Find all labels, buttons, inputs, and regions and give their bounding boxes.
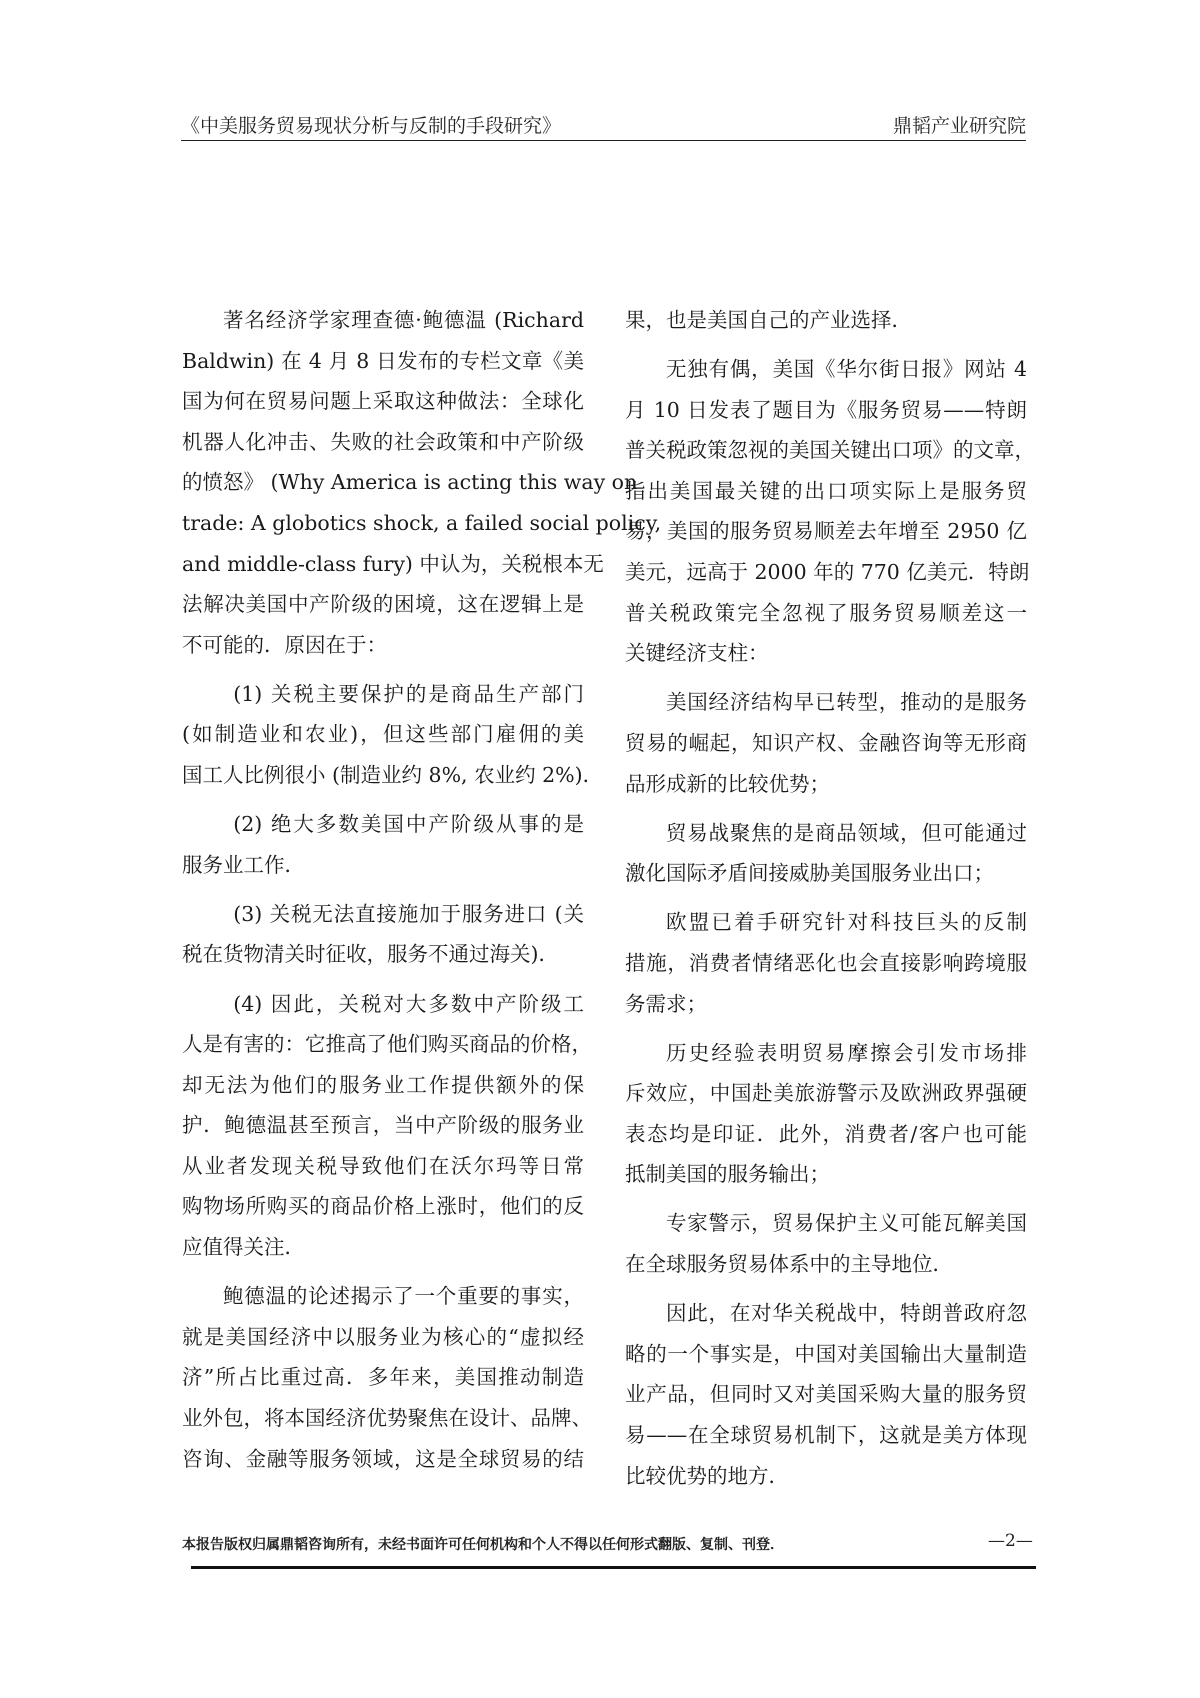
text-line: 就是美国经济中以服务业为核心的“虚拟经 xyxy=(182,1324,584,1349)
text-line: 贸易战聚焦的是商品领域，但可能通过 xyxy=(666,820,1027,845)
text-line: 普关税政策忽视的美国关键出口项》的文章， xyxy=(625,438,1035,463)
left-text-column xyxy=(182,300,662,1488)
paragraph xyxy=(625,1033,1027,1195)
running-header xyxy=(181,108,1026,141)
text-line: 因此，在对华关税战中，特朗普政府忽 xyxy=(666,1301,1027,1326)
text-line: 鲍德温的论述揭示了一个重要的事实， xyxy=(223,1284,584,1309)
text-line: 人是有害的：它推高了他们购买商品的价格， xyxy=(182,1032,592,1057)
text-line: 著名经济学家理查德·鲍德温 (Richard xyxy=(223,308,584,332)
text-line: 应值得关注． xyxy=(182,1235,305,1260)
paragraph xyxy=(625,1203,1027,1284)
text-line: 护．鲍德温甚至预言，当中产阶级的服务业 xyxy=(182,1113,584,1138)
footer-rule xyxy=(191,1566,1036,1569)
text-line: and middle-class fury) 中认为，关税根本无 xyxy=(182,551,604,576)
text-line: 不可能的．原因在于： xyxy=(182,632,387,657)
paragraph xyxy=(182,984,592,1268)
text-line: 国为何在贸易问题上采取这种做法：全球化 xyxy=(182,389,584,414)
text-line: 历史经验表明贸易摩擦会引发市场排 xyxy=(666,1040,1027,1065)
text-line: 斥效应，中国赴美旅游警示及欧洲政界强硬 xyxy=(625,1081,1027,1106)
report-title: 《中美服务贸易现状分析与反制的手段研究》 xyxy=(181,115,562,137)
text-line: 品形成新的比较优势； xyxy=(625,771,830,796)
text-line: 果，也是美国自己的产业选择． xyxy=(625,308,912,332)
text-line: (2) 绝大多数美国中产阶级从事的是 xyxy=(233,812,584,837)
text-line: (1) 关税主要保护的是商品生产部门 xyxy=(233,681,584,706)
text-line: 国工人比例很小 (制造业约 8%, 农业约 2%)． xyxy=(182,763,604,788)
paragraph xyxy=(625,349,1035,674)
text-line: 美国经济结构早已转型，推动的是服务 xyxy=(666,690,1027,715)
text-line: (如制造业和农业)，但这些部门雇佣的美 xyxy=(182,722,584,747)
paragraph xyxy=(625,300,1027,341)
text-line: 易，美国的服务贸易顺差去年增至 2950 亿 xyxy=(625,519,1027,544)
text-line: 指出美国最关键的出口项实际上是服务贸 xyxy=(625,478,1027,503)
right-text-column xyxy=(625,300,1035,1505)
text-line: 抵制美国的服务输出； xyxy=(625,1162,830,1187)
text-line: 法解决美国中产阶级的困境，这在逻辑上是 xyxy=(182,592,584,617)
text-line: 业产品，但同时又对美国采购大量的服务贸 xyxy=(625,1382,1027,1407)
text-line: 业外包，将本国经济优势聚焦在设计、品牌、 xyxy=(182,1405,592,1430)
text-line: 易——在全球贸易机制下，这就是美方体现 xyxy=(625,1422,1027,1447)
text-line: 无独有偶，美国《华尔街日报》网站 4 xyxy=(666,357,1027,382)
publisher-name: 鼎韬产业研究院 xyxy=(892,115,1026,137)
text-line: 机器人化冲击、失败的社会政策和中产阶级 xyxy=(182,429,584,454)
text-line: 略的一个事实是，中国对美国输出大量制造 xyxy=(625,1341,1027,1366)
text-line: (4) 因此，关税对大多数中产阶级工 xyxy=(233,991,584,1016)
text-line: trade: A globotics shock, a failed social policy, xyxy=(182,510,662,535)
text-line: 税在货物清关时征收，服务不通过海关)． xyxy=(182,942,559,967)
text-line: 的愤怒》 (Why America is acting this way on xyxy=(182,470,638,495)
text-line: 措施，消费者情绪恶化也会直接影响跨境服 xyxy=(625,950,1027,975)
paragraph xyxy=(625,682,1027,804)
paragraph xyxy=(182,1276,592,1479)
page-number: —2— xyxy=(988,1531,1033,1551)
text-line: 在全球服务贸易体系中的主导地位． xyxy=(625,1252,953,1277)
paragraph xyxy=(625,813,1027,894)
text-line: 却无法为他们的服务业工作提供额外的保 xyxy=(182,1072,584,1097)
text-line: 激化国际矛盾间接威胁美国服务业出口； xyxy=(625,861,994,886)
paragraph xyxy=(182,804,584,885)
paragraph xyxy=(625,902,1027,1024)
text-line: 月 10 日发表了题目为《服务贸易——特朗 xyxy=(625,397,1027,422)
text-line: Baldwin) 在 4 月 8 日发布的专栏文章《美 xyxy=(182,348,584,373)
text-line: 表态均是印证．此外，消费者/客户也可能 xyxy=(625,1121,1027,1146)
text-line: 普关税政策完全忽视了服务贸易顺差这一 xyxy=(625,600,1027,625)
text-line: 欧盟已着手研究针对科技巨头的反制 xyxy=(666,910,1027,935)
paragraph xyxy=(625,1293,1027,1496)
text-line: 美元，远高于 2000 年的 770 亿美元．特朗 xyxy=(625,560,1030,585)
text-line: (3) 关税无法直接施加于服务进口 (关 xyxy=(233,901,584,926)
text-line: 比较优势的地方． xyxy=(625,1463,789,1488)
text-line: 济”所占比重过高．多年来，美国推动制造 xyxy=(182,1365,584,1390)
text-line: 务需求； xyxy=(625,991,707,1016)
text-line: 服务业工作． xyxy=(182,852,305,877)
text-line: 咨询、金融等服务领域，这是全球贸易的结 xyxy=(182,1446,584,1471)
text-line: 专家警示，贸易保护主义可能瓦解美国 xyxy=(666,1211,1027,1236)
paragraph xyxy=(182,300,662,665)
text-line: 关键经济支柱： xyxy=(625,641,769,666)
text-line: 购物场所购买的商品价格上涨时，他们的反 xyxy=(182,1194,584,1219)
text-line: 从业者发现关税导致他们在沃尔玛等日常 xyxy=(182,1153,584,1178)
copyright-notice: 本报告版权归属鼎韬咨询所有，未经书面许可任何机构和个人不得以任何形式翻版、复制、刊登． xyxy=(182,1537,784,1553)
paragraph xyxy=(182,894,584,975)
text-line: 贸易的崛起，知识产权、金融咨询等无形商 xyxy=(625,730,1027,755)
paragraph xyxy=(182,674,604,796)
